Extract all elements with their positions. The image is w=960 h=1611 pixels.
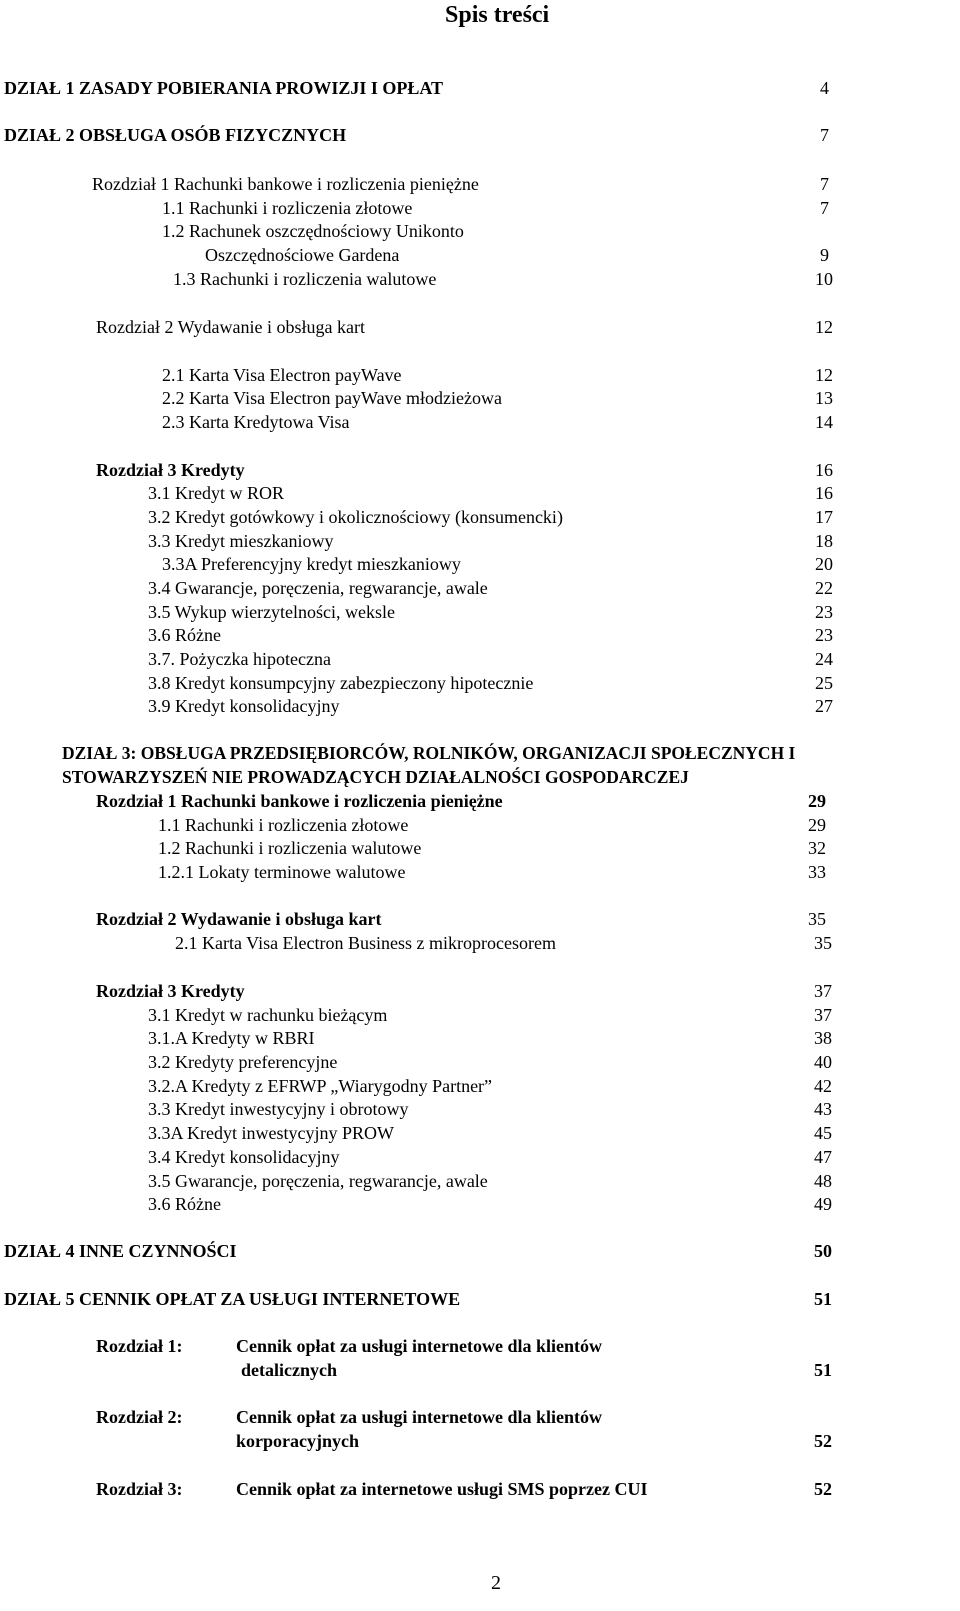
toc-page: 7 — [820, 198, 829, 218]
toc-page: 7 — [820, 174, 829, 194]
toc-page: 20 — [815, 554, 833, 574]
toc-entry: 3.5 Wykup wierzytelności, weksle — [148, 602, 396, 622]
toc-entry: 3.8 Kredyt konsumpcyjny zabezpieczony hipotecznie — [148, 673, 534, 693]
toc-entry: 1.1 Rachunki i rozliczenia złotowe — [162, 198, 413, 218]
toc-page: 16 — [815, 483, 833, 503]
toc-entry: 1.2 Rachunek oszczędnościowy Unikonto — [162, 221, 464, 241]
toc-entry: DZIAŁ 3: OBSŁUGA PRZEDSIĘBIORCÓW, ROLNIKÓW, ORGANIZACJI SPOŁECZNYCH I — [62, 743, 796, 763]
toc-entry: 1.2 Rachunki i rozliczenia walutowe — [158, 838, 422, 858]
toc-page: 37 — [814, 981, 832, 1001]
toc-entry: 3.3A Preferencyjny kredyt mieszkaniowy — [162, 554, 461, 574]
toc-entry: Rozdział 3 Kredyty — [96, 981, 245, 1001]
toc-entry: Rozdział 2: — [96, 1407, 183, 1427]
page-title: Spis treści — [445, 2, 550, 28]
toc-page: 45 — [814, 1123, 832, 1143]
toc-entry: 3.3 Kredyt mieszkaniowy — [148, 531, 334, 551]
toc-entry: 3.2 Kredyt gotówkowy i okolicznościowy (konsumencki) — [148, 507, 563, 527]
toc-page: 7 — [820, 125, 829, 145]
toc-entry: 3.7. Pożyczka hipoteczna — [148, 649, 331, 669]
toc-page: 48 — [814, 1171, 832, 1191]
toc-entry: korporacyjnych — [236, 1431, 359, 1451]
toc-entry: Rozdział 1 Rachunki bankowe i rozliczenia pieniężne — [92, 174, 479, 194]
toc-page: 29 — [808, 815, 826, 835]
toc-entry: Rozdział 3: — [96, 1479, 183, 1499]
toc-page: 4 — [820, 78, 829, 98]
toc-entry: 1.3 Rachunki i rozliczenia walutowe — [173, 269, 437, 289]
toc-entry: 3.1 Kredyt w ROR — [148, 483, 284, 503]
toc-entry: 3.6 Różne — [148, 625, 221, 645]
toc-entry: DZIAŁ 5 CENNIK OPŁAT ZA USŁUGI INTERNETOWE — [4, 1289, 461, 1309]
toc-page: 16 — [815, 460, 833, 480]
toc-entry: Cennik opłat za usługi internetowe dla klientów — [236, 1336, 603, 1356]
toc-entry: 1.1 Rachunki i rozliczenia złotowe — [158, 815, 409, 835]
toc-entry: 3.4 Kredyt konsolidacyjny — [148, 1147, 340, 1167]
toc-page: 33 — [808, 862, 826, 882]
toc-page: 35 — [814, 933, 832, 953]
toc-page: 22 — [815, 578, 833, 598]
toc-entry: DZIAŁ 4 INNE CZYNNOŚCI — [4, 1241, 237, 1261]
toc-entry: 2.3 Karta Kredytowa Visa — [162, 412, 350, 432]
toc-page: 52 — [814, 1431, 832, 1451]
toc-page: 27 — [815, 696, 833, 716]
toc-page: 24 — [815, 649, 833, 669]
toc-entry: 2.1 Karta Visa Electron Business z mikroprocesorem — [175, 933, 556, 953]
toc-entry: Cennik opłat za usługi internetowe dla klientów — [236, 1407, 603, 1427]
toc-entry: 3.2 Kredyty preferencyjne — [148, 1052, 338, 1072]
toc-entry: 3.6 Różne — [148, 1194, 221, 1214]
toc-entry: Rozdział 3 Kredyty — [96, 460, 245, 480]
toc-entry: 2.2 Karta Visa Electron payWave młodzieżowa — [162, 388, 503, 408]
toc-page: 18 — [815, 531, 833, 551]
toc-entry: Cennik opłat za internetowe usługi SMS poprzez CUI — [236, 1479, 648, 1499]
toc-entry: 3.3A Kredyt inwestycyjny PROW — [148, 1123, 394, 1143]
toc-page: 40 — [814, 1052, 832, 1072]
toc-entry: DZIAŁ 2 OBSŁUGA OSÓB FIZYCZNYCH — [4, 125, 347, 145]
toc-page: 12 — [815, 365, 833, 385]
toc-page: 42 — [814, 1076, 832, 1096]
toc-entry: detalicznych — [241, 1360, 337, 1380]
toc-page: 13 — [815, 388, 833, 408]
toc-page: 10 — [815, 269, 833, 289]
toc-page: 35 — [808, 909, 826, 929]
toc-entry: DZIAŁ 1 ZASADY POBIERANIA PROWIZJI I OPŁAT — [4, 78, 444, 98]
toc-page: 50 — [814, 1241, 832, 1261]
toc-page: 51 — [814, 1360, 832, 1380]
toc-entry: Rozdział 2 Wydawanie i obsługa kart — [96, 317, 366, 337]
toc-page: 38 — [814, 1028, 832, 1048]
toc-entry: Oszczędnościowe Gardena — [205, 245, 400, 265]
toc-entry: 2.1 Karta Visa Electron payWave — [162, 365, 402, 385]
toc-page: 37 — [814, 1005, 832, 1025]
toc-page: 51 — [814, 1289, 832, 1309]
toc-page: 32 — [808, 838, 826, 858]
toc-entry: STOWARZYSZEŃ NIE PROWADZĄCYCH DZIAŁALNOŚCI GOSPODARCZEJ — [62, 767, 689, 787]
toc-page: 12 — [815, 317, 833, 337]
toc-entry: 3.9 Kredyt konsolidacyjny — [148, 696, 340, 716]
toc-page: 25 — [815, 673, 833, 693]
toc-entry: Rozdział 2 Wydawanie i obsługa kart — [96, 909, 382, 929]
page-number: 2 — [491, 1572, 501, 1594]
toc-entry: Rozdział 1 Rachunki bankowe i rozliczenia pieniężne — [96, 791, 503, 811]
toc-page: 49 — [814, 1194, 832, 1214]
toc-page: 17 — [815, 507, 833, 527]
toc-page: 23 — [815, 602, 833, 622]
toc-entry: 3.4 Gwarancje, poręczenia, regwarancje, awale — [148, 578, 488, 598]
toc-entry: 3.1.A Kredyty w RBRI — [148, 1028, 315, 1048]
toc-page: 23 — [815, 625, 833, 645]
toc-page: 47 — [814, 1147, 832, 1167]
toc-entry: Rozdział 1: — [96, 1336, 183, 1356]
toc-entry: 3.3 Kredyt inwestycyjny i obrotowy — [148, 1099, 409, 1119]
toc-entry: 3.5 Gwarancje, poręczenia, regwarancje, awale — [148, 1171, 488, 1191]
toc-page: 29 — [808, 791, 826, 811]
toc-entry: 3.1 Kredyt w rachunku bieżącym — [148, 1005, 388, 1025]
toc-entry: 1.2.1 Lokaty terminowe walutowe — [158, 862, 406, 882]
toc-entry: 3.2.A Kredyty z EFRWP „Wiarygodny Partner” — [148, 1076, 493, 1096]
toc-page: 14 — [815, 412, 833, 432]
toc-page: 43 — [814, 1099, 832, 1119]
toc-page: 9 — [820, 245, 829, 265]
toc-page: 52 — [814, 1479, 832, 1499]
